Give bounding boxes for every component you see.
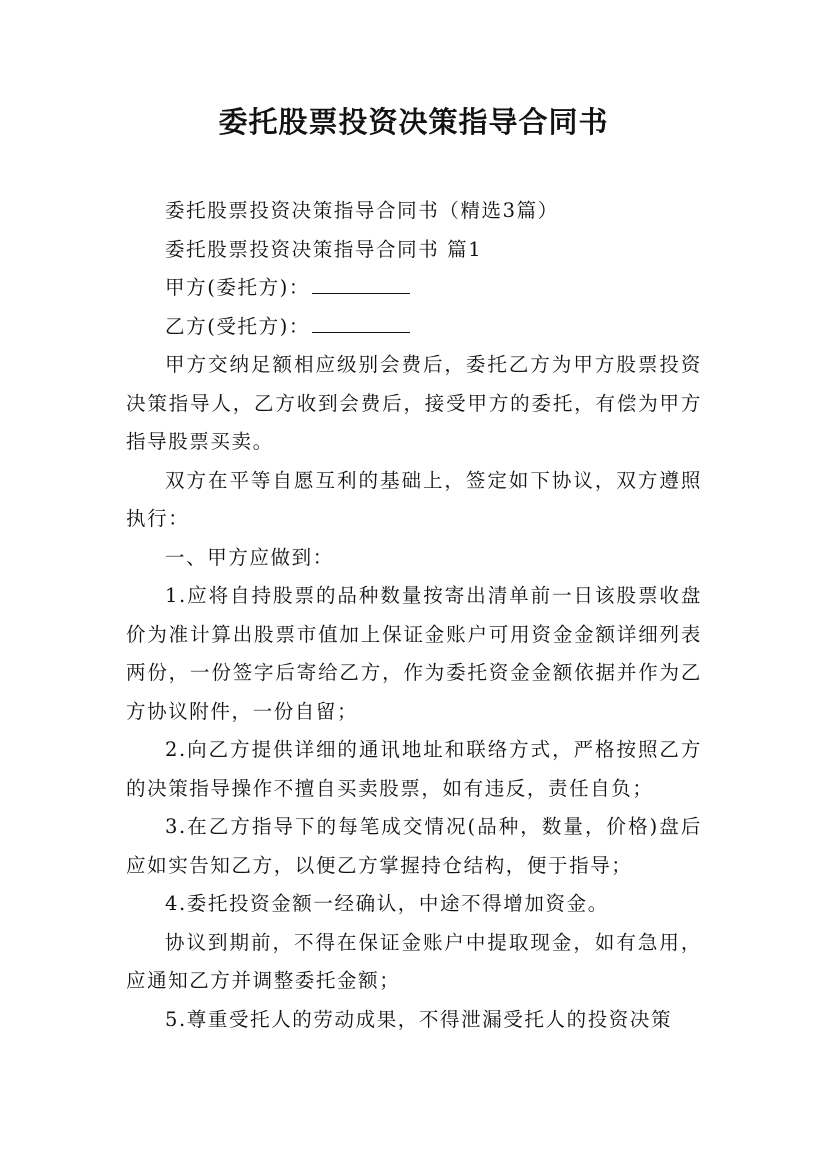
document-title: 委托股票投资决策指导合同书 xyxy=(218,105,609,139)
clause-4: 4.委托投资金额一经确认，中途不得增加资金。 xyxy=(165,892,609,915)
agreement-paragraph: 双方在平等自愿互利的基础上，签定如下协议，双方遵照执行： xyxy=(126,468,702,530)
clause-5: 5.尊重受托人的劳动成果，不得泄漏受托人的投资决策 xyxy=(165,1007,673,1031)
party-b-label: 乙方(受托方)： xyxy=(165,314,311,338)
party-b-blank xyxy=(312,311,410,332)
party-a-blank xyxy=(312,273,410,294)
clause-3: 3.在乙方指导下的每笔成交情况(品种，数量，价格)盘后应如实告知乙方，以便乙方掌握持仓结构，便于指导； xyxy=(126,815,702,877)
clause-2: 2.向乙方提供详细的通讯地址和联络方式，严格按照乙方的决策指导操作不擅自买卖股票，如有违反，责任自负； xyxy=(126,738,702,800)
party-b-line xyxy=(126,308,702,347)
section-one-heading: 一、甲方应做到： xyxy=(165,545,334,569)
party-a-line xyxy=(126,269,702,308)
party-a-label: 甲方(委托方)： xyxy=(165,276,311,299)
document-body xyxy=(126,192,702,1039)
intro-paragraph: 甲方交纳足额相应级别会费后，委托乙方为甲方股票投资决策指导人，乙方收到会费后，接受甲方的委托，有偿为甲方指导股票买卖。 xyxy=(126,353,702,453)
document-subtitle: 委托股票投资决策指导合同书（精选3篇） xyxy=(165,199,559,222)
clause-4-continued: 协议到期前，不得在保证金账户中提取现金，如有急用，应通知乙方并调整委托金额； xyxy=(126,930,702,992)
clause-1: 1.应将自持股票的品种数量按寄出清单前一日该股票收盘价为准计算出股票市值加上保证金账户可用资金金额详细列表两份，一份签字后寄给乙方，作为委托资金金额依据并作为乙方协议附件，一份自留； xyxy=(126,584,702,723)
section-heading: 委托股票投资决策指导合同书 篇1 xyxy=(165,237,483,261)
